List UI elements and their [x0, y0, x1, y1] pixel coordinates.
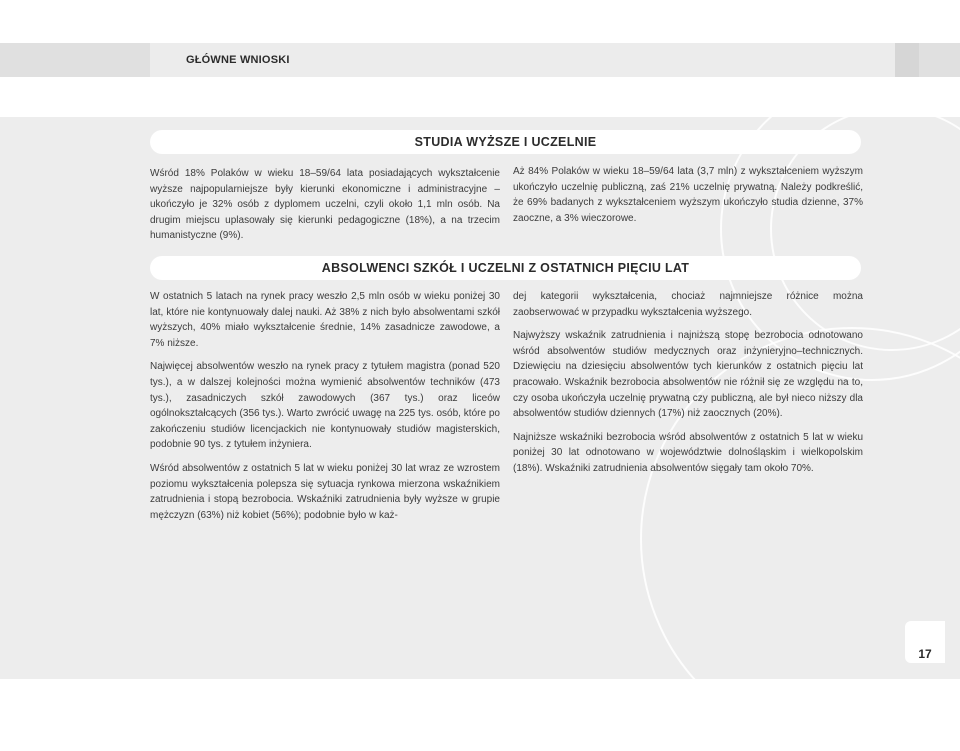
paragraph: Wśród absolwentów z ostatnich 5 lat w wieku poniżej 30 lat wraz ze wzrostem poziomu wykształcenia polepsza się sytuacja rynkowa mierzona wskaźnikiem zatrudnienia i stopą bezrobocia. Wskaźniki zatrudnienia były wyższe w grupie mężczyzn (63%) niż kobiet (56%); podobnie było w każ-: [150, 462, 500, 521]
section-title-studies: STUDIA WYŻSZE I UCZELNIE: [150, 130, 861, 154]
paragraph: Najniższe wskaźniki bezrobocia wśród absolwentów z ostatnich 5 lat w wieku poniżej 30 lat odnotowano w województwie dolnośląskim i wielkopolskim (18%). Wskaźniki zatrudnienia absolwentów sięgały tam około 70%.: [513, 431, 863, 474]
paragraph: Najwięcej absolwentów weszło na rynek pracy z tytułem magistra (ponad 520 tys.), a w dalszej kolejności można wymienić absolwentów techników (473 tys.), zasadniczych szkół zawodowych (367 tys.) oraz liceów ogólnokształcących (356 tys.). Warto zwrócić uwagę na 225 tys. osób, które po zakończeniu studiów licencjackich nie kontynuowały studiów magisterskich, podobnie 90 tys. z tytułem inżyniera.: [150, 361, 500, 451]
graduates-right-column: [513, 289, 863, 485]
paragraph: dej kategorii wykształcenia, chociaż najmniejsze różnice można zaobserwować w przypadku wykształcenia wyższego.: [513, 291, 863, 318]
page-number: 17: [905, 621, 945, 663]
header-tab: [895, 43, 919, 77]
section-header-title: GŁÓWNE WNIOSKI: [150, 43, 895, 77]
paragraph: Aż 84% Polaków w wieku 18–59/64 lata (3,7 mln) z wykształceniem wyższym ukończyło uczelnię publiczną, zaś 21% uczelnię prywatną. Należy podkreślić, że 69% badanych z wykształceniem wyższym ukończyło studia dzienne, 37% zaoczne, a 3% wieczorowe.: [513, 166, 863, 224]
studies-right-column: [513, 164, 863, 234]
paragraph: W ostatnich 5 latach na rynek pracy weszło 2,5 mln osób w wieku poniżej 30 lat, które nie kontynuowały dalej nauki. Aż 38% z nich było absolwentami szkół wyższych, 40% miało wykształcenie średnie, 14% zasadnicze zawodowe, a 7% niższe.: [150, 291, 500, 349]
content-panel: [0, 117, 960, 679]
graduates-left-column: [150, 289, 500, 531]
paragraph: Najwyższy wskaźnik zatrudnienia i najniższą stopę bezrobocia odnotowano wśród absolwentów studiów medycznych oraz inżynieryjno–technicznych. Dziewięciu na dziesięciu absolwentów tych kierunków z ostatnich pięciu lat pracowało. Wskaźnik bezrobocia absolwentów nie różnił się ze względu na to, czy osoba ukończyła uczelnię prywatną czy publiczną, ale był nieco niższy dla absolwentów studiów dziennych (17%) niż zaocznych (20%).: [513, 330, 863, 420]
paragraph: Wśród 18% Polaków w wieku 18–59/64 lata posiadających wykształcenie wyższe najpopularniejsze były kierunki ekonomiczne i administracyjne – ukończyło je 32% osób z dyplomem uczelni, czyli około 1,1 mln osób. Na drugim miejscu uplasowały się kierunki pedagogiczne (18%), a na trzecim humanistyczne (9%).: [150, 168, 500, 242]
section-title-graduates: ABSOLWENCI SZKÓŁ I UCZELNI Z OSTATNICH PIĘCIU LAT: [150, 256, 861, 280]
studies-left-column: [150, 166, 500, 252]
header-band: [0, 43, 960, 77]
